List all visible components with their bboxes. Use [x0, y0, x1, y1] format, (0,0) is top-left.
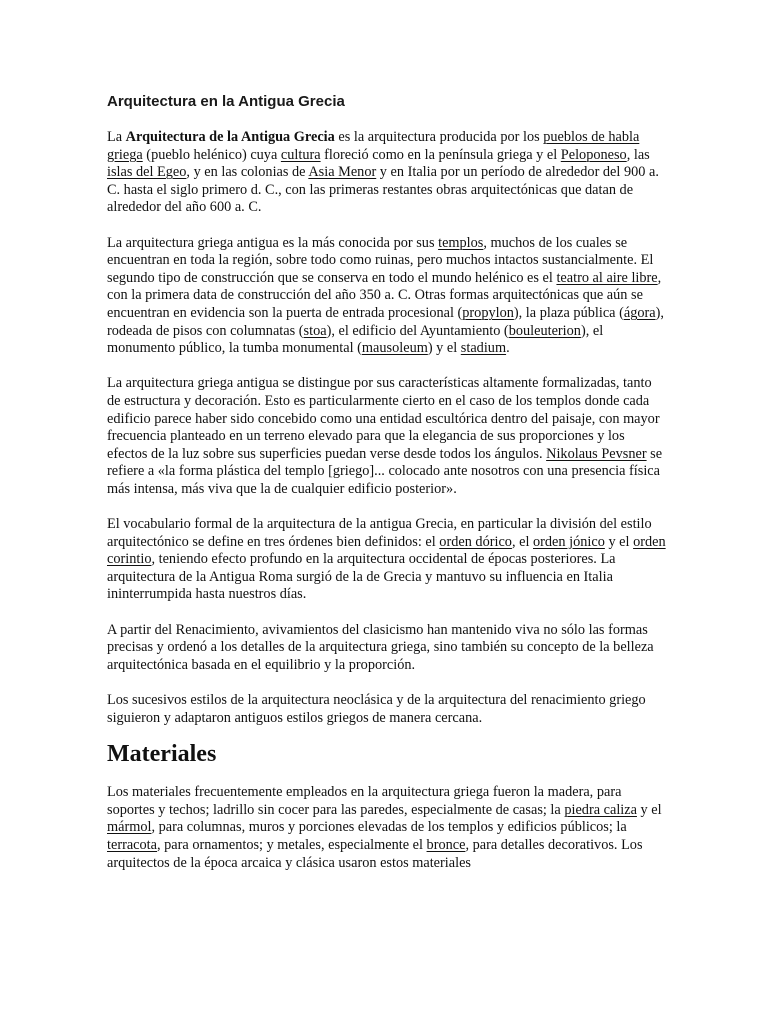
text-run: ), el edificio del Ayuntamiento ( — [326, 322, 509, 339]
text-run: , muchos de los cuales se encuentran en toda la región, sobre todo como ruinas, pero muchos intactos sustancialmente. El segundo tipo de construcción que se conserva en todo el mundo helénico es el — [107, 234, 654, 286]
link-bronce[interactable]: bronce — [426, 836, 466, 853]
link-teatro-al-aire-libre[interactable]: teatro al aire libre — [556, 269, 658, 286]
link-orden-jonico[interactable]: orden jónico — [533, 533, 605, 550]
paragraph-orders — [107, 516, 667, 604]
text-run: ), rodeada de pisos con columnatas ( — [107, 304, 664, 339]
text-run: , el — [511, 533, 533, 550]
intro-body — [107, 129, 667, 727]
text-run: , y en las colonias de — [186, 164, 309, 181]
paragraph-temples — [107, 235, 667, 358]
text-run: , las — [626, 146, 650, 163]
link-asia-menor[interactable]: Asia Menor — [308, 164, 377, 181]
link-stoa[interactable]: stoa — [303, 322, 327, 339]
text-run: (pueblo helénico) cuya — [142, 146, 281, 163]
paragraph-intro — [107, 129, 667, 217]
link-agora[interactable]: ágora — [623, 304, 656, 321]
text-run: . — [506, 340, 510, 357]
text-run: La arquitectura griega antigua se distingue por sus características altamente formalizadas, tanto de estructura y decoración. Esto es particularmente cierto en el caso de los templos donde cada edificio parece haber sido concebido como una entidad escultórica dentro del paisaje, con mayor frecuencia planteado en un terreno elevado para que la elegancia de sus proporciones y los efectos de la luz sobre sus superficies puedan verse desde todos los ángulos. — [107, 375, 660, 462]
document-title: Arquitectura en la Antigua Grecia — [107, 93, 345, 110]
text-run: , para columnas, muros y porciones elevadas de los templos y edificios públicos; la — [151, 819, 627, 836]
text-run: El vocabulario formal de la arquitectura de la antigua Grecia, en particular la división del estilo arquitectónico se define en tres órdenes bien definidos: el — [107, 516, 652, 550]
text-run: , con la primera data de construcción del año 350 a. C. Otras formas arquitectónicas que aún se encuentran en evidencia son la puerta de entrada procesional ( — [107, 269, 662, 321]
text-run: floreció como en la península griega y el — [320, 146, 561, 163]
text-run: es la arquitectura producida por los — [334, 129, 544, 145]
link-nikolaus-pevsner[interactable]: Nikolaus Pevsner — [546, 445, 647, 462]
text-run: ), el monumento público, la tumba monumental ( — [107, 322, 604, 357]
text-run: La — [107, 129, 126, 145]
link-islas-del-egeo[interactable]: islas del Egeo — [107, 164, 187, 181]
section-heading-materiales: Materiales — [107, 741, 217, 768]
text-run: y en Italia por un período de alrededor del 900 a. C. hasta el siglo primero d. C., con las primeras restantes obras arquitectónicas que datan de alrededor del año 600 a. C. — [107, 164, 659, 216]
text-run: Los materiales frecuentemente empleados en la arquitectura griega fueron la madera, para soportes y techos; ladrillo sin cocer para las paredes, especialmente de casas; la — [107, 784, 622, 818]
text-run: A partir del Renacimiento, avivamientos del clasicismo han mantenido viva no sólo las formas precisas y ordenó a los detalles de la arquitectura griega, sino también su concepto de la belleza arquitectónica basada en el equilibrio y la proporción. — [107, 621, 654, 673]
link-peloponeso[interactable]: Peloponeso — [560, 146, 627, 163]
link-terracota[interactable]: terracota — [107, 836, 157, 853]
bold-term: Arquitectura de la Antigua Grecia — [125, 129, 335, 145]
text-run: se refiere a «la forma plástica del templo [griego]... colocado ante nosotros con una presencia física más intensa, más viva que la de cualquier edificio posterior». — [107, 445, 663, 497]
text-run: Los sucesivos estilos de la arquitectura neoclásica y de la arquitectura del renacimiento griego siguieron y adaptaron antiguos estilos griegos de manera cercana. — [107, 692, 646, 726]
text-run: y el — [636, 801, 662, 818]
paragraph-characteristics — [107, 375, 667, 498]
text-run: ), la plaza pública ( — [513, 304, 624, 321]
text-run: , teniendo efecto profundo en la arquitectura occidental de épocas posteriores. La arquitectura de la Antigua Roma surgió de la de Grecia y mantuvo su influencia en Italia ininterrumpida hasta nuestros días. — [107, 551, 616, 603]
link-bouleuterion[interactable]: bouleuterion — [508, 322, 581, 339]
text-run: , para ornamentos; y metales, especialmente el — [157, 836, 427, 853]
link-pueblos-de-habla-griega[interactable]: pueblos de habla griega — [107, 129, 640, 163]
link-templos[interactable]: templos — [438, 234, 484, 251]
link-marmol[interactable]: mármol — [107, 819, 152, 836]
link-cultura[interactable]: cultura — [280, 146, 321, 163]
paragraph-renaissance — [107, 622, 667, 675]
materials-body — [107, 784, 667, 872]
text-run: ) y el — [427, 340, 461, 357]
text-run: La arquitectura griega antigua es la más conocida por sus — [107, 234, 439, 251]
link-propylon[interactable]: propylon — [462, 304, 514, 321]
link-piedra-caliza[interactable]: piedra caliza — [564, 801, 637, 818]
text-run: y el — [604, 533, 634, 550]
paragraph-neoclassical — [107, 692, 667, 727]
link-orden-dorico[interactable]: orden dórico — [439, 533, 512, 550]
paragraph-materials — [107, 784, 667, 872]
link-mausoleum[interactable]: mausoleum — [361, 340, 428, 357]
document-page — [107, 92, 667, 890]
link-orden-corintio[interactable]: orden corintio — [107, 533, 666, 568]
link-stadium[interactable]: stadium — [460, 340, 507, 357]
text-run: , para detalles decorativos. Los arquitectos de la época arcaica y clásica usaron estos materiales — [107, 836, 643, 871]
